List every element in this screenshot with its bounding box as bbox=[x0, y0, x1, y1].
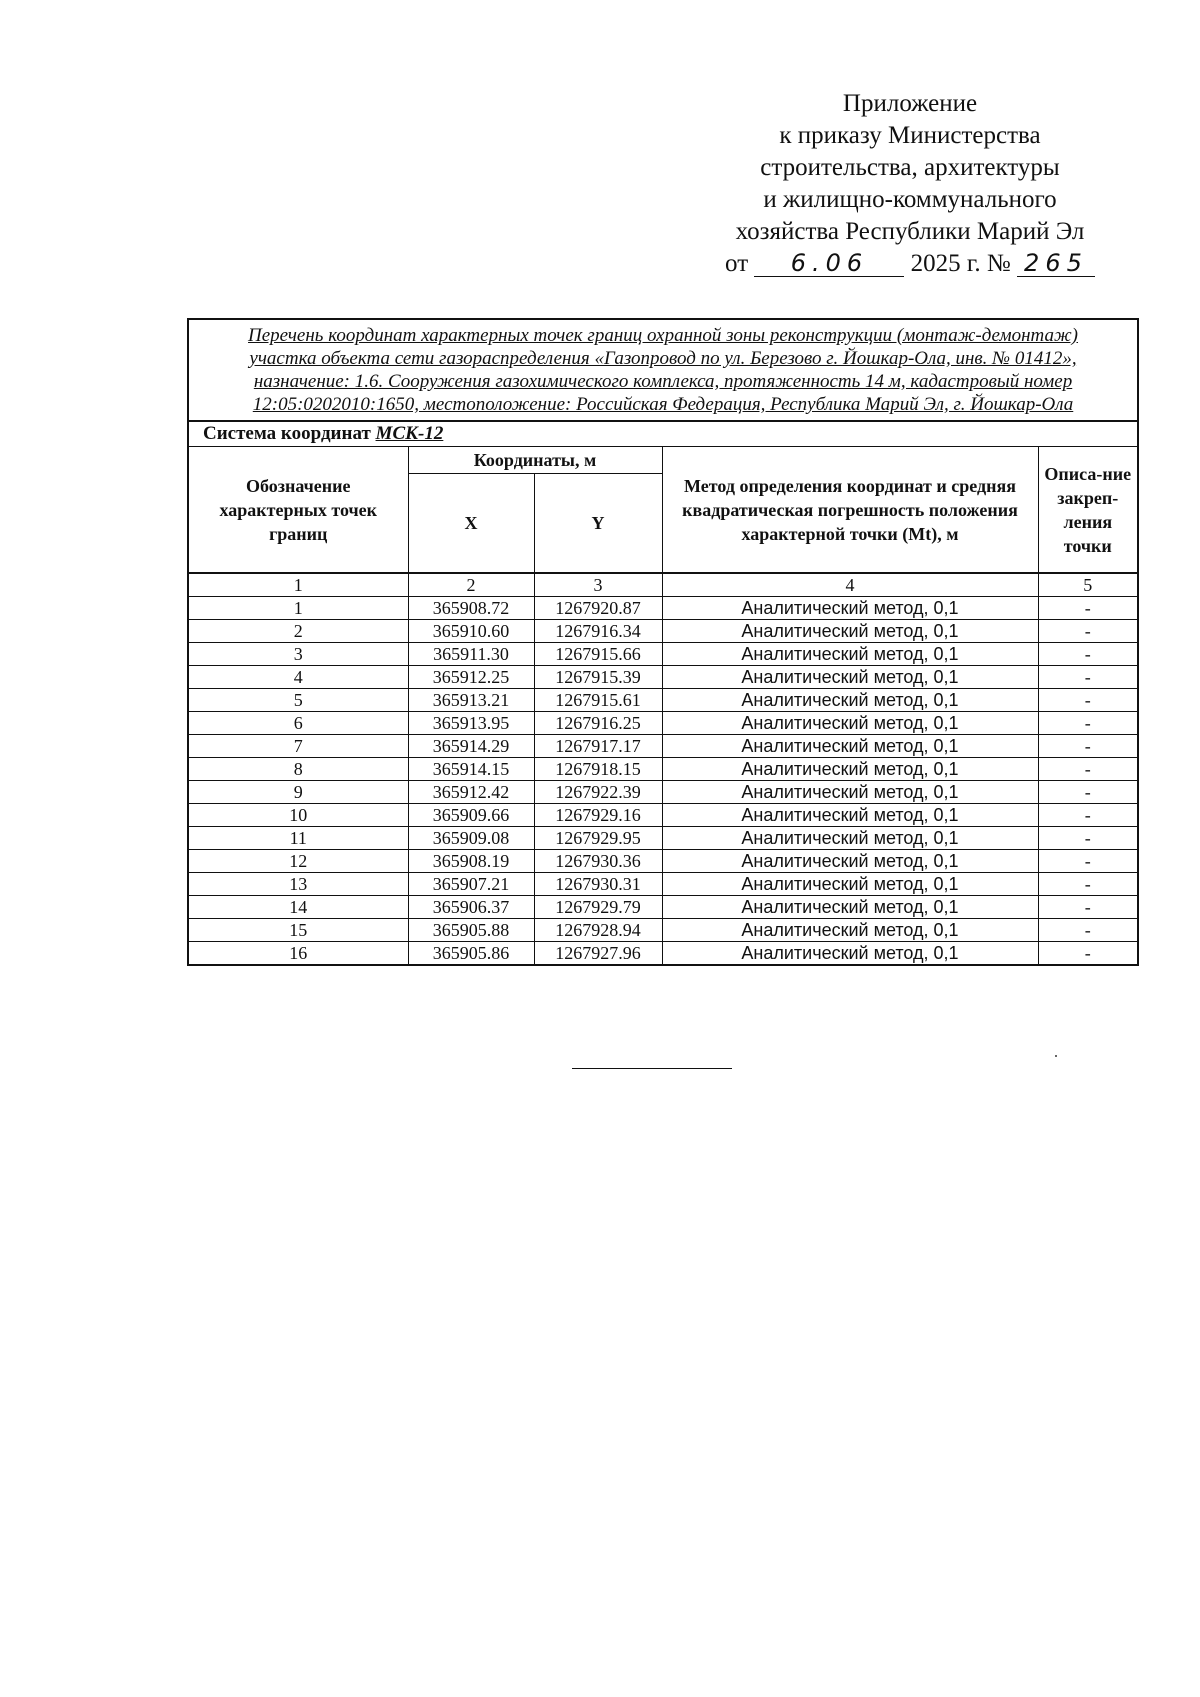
point-number: 16 bbox=[188, 942, 408, 966]
point-number: 5 bbox=[188, 689, 408, 712]
y-coordinate: 1267930.31 bbox=[534, 873, 662, 896]
table-row bbox=[188, 919, 1138, 942]
fixing-description: - bbox=[1038, 827, 1138, 850]
y-coordinate: 1267916.25 bbox=[534, 712, 662, 735]
x-coordinate: 365914.29 bbox=[408, 735, 534, 758]
date-prefix: от bbox=[725, 250, 749, 277]
y-coordinate: 1267915.61 bbox=[534, 689, 662, 712]
method: Аналитический метод, 0,1 bbox=[662, 643, 1038, 666]
x-coordinate: 365913.95 bbox=[408, 712, 534, 735]
header-line: к приказу Министерства bbox=[779, 122, 1041, 149]
y-coordinate: 1267920.87 bbox=[534, 597, 662, 620]
handwritten-order-number: 265 bbox=[1017, 250, 1095, 277]
y-coordinate: 1267915.66 bbox=[534, 643, 662, 666]
fixing-description: - bbox=[1038, 850, 1138, 873]
coordinate-system-label: Система координат bbox=[203, 423, 371, 444]
column-number-row bbox=[188, 573, 1138, 597]
table-row bbox=[188, 896, 1138, 919]
table-row bbox=[188, 643, 1138, 666]
header-line: и жилищно-коммунального bbox=[763, 186, 1057, 213]
x-coordinate: 365908.19 bbox=[408, 850, 534, 873]
y-coordinate: 1267915.39 bbox=[534, 666, 662, 689]
x-coordinate: 365908.72 bbox=[408, 597, 534, 620]
table-body bbox=[188, 597, 1138, 966]
table-row bbox=[188, 735, 1138, 758]
point-number: 9 bbox=[188, 781, 408, 804]
y-coordinate: 1267916.34 bbox=[534, 620, 662, 643]
table-row bbox=[188, 873, 1138, 896]
fixing-description: - bbox=[1038, 666, 1138, 689]
year-suffix: 2025 г. № bbox=[910, 250, 1011, 277]
column-number: 4 bbox=[662, 573, 1038, 597]
point-number: 10 bbox=[188, 804, 408, 827]
fixing-description: - bbox=[1038, 873, 1138, 896]
handwritten-date: 6.06 bbox=[754, 250, 904, 277]
fixing-description: - bbox=[1038, 896, 1138, 919]
table-row bbox=[188, 712, 1138, 735]
header-line: Приложение bbox=[842, 90, 978, 117]
column-number: 2 bbox=[408, 573, 534, 597]
fixing-description: - bbox=[1038, 620, 1138, 643]
x-coordinate: 365914.15 bbox=[408, 758, 534, 781]
method: Аналитический метод, 0,1 bbox=[662, 827, 1038, 850]
x-coordinate: 365911.30 bbox=[408, 643, 534, 666]
x-coordinate: 365912.25 bbox=[408, 666, 534, 689]
method: Аналитический метод, 0,1 bbox=[662, 804, 1038, 827]
fixing-description: - bbox=[1038, 735, 1138, 758]
header-line: хозяйства Республики Марий Эл bbox=[735, 218, 1085, 245]
fixing-description: - bbox=[1038, 804, 1138, 827]
y-coordinate: 1267927.96 bbox=[534, 942, 662, 966]
column-number: 1 bbox=[188, 573, 408, 597]
y-coordinate: 1267918.15 bbox=[534, 758, 662, 781]
x-coordinate: 365909.66 bbox=[408, 804, 534, 827]
method: Аналитический метод, 0,1 bbox=[662, 689, 1038, 712]
table-row bbox=[188, 689, 1138, 712]
point-number: 6 bbox=[188, 712, 408, 735]
y-coordinate: 1267930.36 bbox=[534, 850, 662, 873]
coordinate-system bbox=[188, 421, 1138, 447]
order-date-line bbox=[700, 248, 1120, 280]
point-number: 7 bbox=[188, 735, 408, 758]
x-coordinate: 365910.60 bbox=[408, 620, 534, 643]
method: Аналитический метод, 0,1 bbox=[662, 735, 1038, 758]
point-number: 13 bbox=[188, 873, 408, 896]
header-description: Описа-ние закреп-ления точки bbox=[1038, 447, 1138, 574]
table-row bbox=[188, 597, 1138, 620]
table-row bbox=[188, 827, 1138, 850]
x-coordinate: 365912.42 bbox=[408, 781, 534, 804]
table-row bbox=[188, 620, 1138, 643]
table-row bbox=[188, 758, 1138, 781]
point-number: 12 bbox=[188, 850, 408, 873]
method: Аналитический метод, 0,1 bbox=[662, 781, 1038, 804]
x-coordinate: 365913.21 bbox=[408, 689, 534, 712]
method: Аналитический метод, 0,1 bbox=[662, 850, 1038, 873]
header-method: Метод определения координат и средняя квадратическая погрешность положения характерной точки (Mt), м bbox=[662, 447, 1038, 574]
y-coordinate: 1267928.94 bbox=[534, 919, 662, 942]
fixing-description: - bbox=[1038, 758, 1138, 781]
table-title: Перечень координат характерных точек границ охранной зоны реконструкции (монтаж-демонтаж) участка объекта сети газораспределения «Газопровод по ул. Березово г. Йошкар-Ола, инв. № 01412», назначение: 1.6. Сооружения газохимического комплекса, протяженность 14 м, кадастровый номер 12:05:0202010:1650, местоположение: Российская Федерация, Республика Марий Эл, г. Йошкар-Ола bbox=[188, 319, 1138, 421]
fixing-description: - bbox=[1038, 942, 1138, 966]
method: Аналитический метод, 0,1 bbox=[662, 758, 1038, 781]
x-coordinate: 365905.88 bbox=[408, 919, 534, 942]
coordinates-table bbox=[187, 318, 1139, 966]
y-coordinate: 1267922.39 bbox=[534, 781, 662, 804]
point-number: 1 bbox=[188, 597, 408, 620]
method: Аналитический метод, 0,1 bbox=[662, 620, 1038, 643]
method: Аналитический метод, 0,1 bbox=[662, 942, 1038, 966]
header-x: X bbox=[408, 474, 534, 574]
table-row bbox=[188, 850, 1138, 873]
fixing-description: - bbox=[1038, 689, 1138, 712]
point-number: 14 bbox=[188, 896, 408, 919]
header-coordinates: Координаты, м bbox=[408, 447, 662, 474]
method: Аналитический метод, 0,1 bbox=[662, 597, 1038, 620]
point-number: 2 bbox=[188, 620, 408, 643]
y-coordinate: 1267929.95 bbox=[534, 827, 662, 850]
fixing-description: - bbox=[1038, 919, 1138, 942]
fixing-description: - bbox=[1038, 712, 1138, 735]
y-coordinate: 1267929.79 bbox=[534, 896, 662, 919]
fixing-description: - bbox=[1038, 643, 1138, 666]
scan-dot bbox=[1055, 1055, 1057, 1057]
table-row bbox=[188, 781, 1138, 804]
coordinates-table-wrap bbox=[187, 318, 1137, 966]
column-number: 3 bbox=[534, 573, 662, 597]
y-coordinate: 1267929.16 bbox=[534, 804, 662, 827]
method: Аналитический метод, 0,1 bbox=[662, 712, 1038, 735]
header-y: Y bbox=[534, 474, 662, 574]
coordinate-system-value: МСК-12 bbox=[375, 423, 444, 444]
table-row bbox=[188, 942, 1138, 966]
method: Аналитический метод, 0,1 bbox=[662, 896, 1038, 919]
x-coordinate: 365907.21 bbox=[408, 873, 534, 896]
point-number: 3 bbox=[188, 643, 408, 666]
method: Аналитический метод, 0,1 bbox=[662, 919, 1038, 942]
column-number: 5 bbox=[1038, 573, 1138, 597]
point-number: 4 bbox=[188, 666, 408, 689]
point-number: 11 bbox=[188, 827, 408, 850]
appendix-header bbox=[700, 88, 1120, 280]
y-coordinate: 1267917.17 bbox=[534, 735, 662, 758]
closing-line bbox=[572, 1068, 732, 1069]
fixing-description: - bbox=[1038, 781, 1138, 804]
header-designation: Обозначение характерных точек границ bbox=[188, 447, 408, 574]
x-coordinate: 365909.08 bbox=[408, 827, 534, 850]
x-coordinate: 365905.86 bbox=[408, 942, 534, 966]
header-line: строительства, архитектуры bbox=[760, 154, 1060, 181]
fixing-description: - bbox=[1038, 597, 1138, 620]
table-row bbox=[188, 666, 1138, 689]
x-coordinate: 365906.37 bbox=[408, 896, 534, 919]
method: Аналитический метод, 0,1 bbox=[662, 873, 1038, 896]
method: Аналитический метод, 0,1 bbox=[662, 666, 1038, 689]
point-number: 15 bbox=[188, 919, 408, 942]
point-number: 8 bbox=[188, 758, 408, 781]
table-row bbox=[188, 804, 1138, 827]
